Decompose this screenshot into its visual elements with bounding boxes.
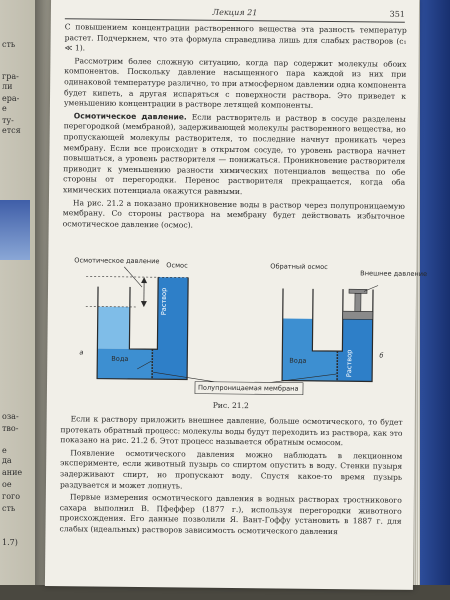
left-page-text-fragment: сть (2, 40, 16, 49)
water-fill-left (97, 307, 129, 349)
left-page-text-fragment: сть (2, 504, 16, 513)
paragraph: С повышением концентрации растворенного вещества эта разность температур растет. Подчеркнем, что эта формула справедлива лишь для слабых растворов (c₁ ≪ 1). (64, 22, 407, 53)
left-page-blue-image (0, 200, 30, 260)
figure-intro: На рис. 21.2 а показано проникновение воды в раствор через полупроницаемую мембрану. Со стороны раствора на мембрану будет действовать избыточное осмотическое давление (осмос). (62, 197, 405, 230)
paragraph: Появление осмотического давления можно наблюдать в лекционном эксперименте, если животный пузырь со спиртом опустить в воду. Стенки пузыря задерживают спирт, но пропускают воду. Спустя какое-то время пузырь раздувается и может лопнуть. (59, 448, 403, 491)
left-page-text-fragment: оза- (2, 412, 19, 421)
left-page-text-fragment: ли (2, 82, 13, 91)
left-page-text-fragment: ое (2, 480, 12, 489)
vessel-right-inner (312, 289, 343, 351)
water-fill-bottom-right (282, 351, 337, 382)
paragraph: Рассмотрим более сложную ситуацию, когда пар содержит молекулы обоих компонентов. Поскольку давление насыщенного пара каждой из них при одинаковой температуре различно, то при атмосферном давлении одна компонента будет кипеть, а другая испаряться с поверхности раствора. Это приведет к уменьшению концентрации в растворе летящей компоненты. (63, 56, 407, 110)
page-number: 351 (389, 9, 405, 19)
water-fill-bottom-left (97, 349, 152, 380)
left-page-text-fragment: гра- (2, 72, 19, 81)
left-page-text-fragment: ту- (2, 116, 14, 125)
figure-caption: Рис. 21.2 (212, 400, 249, 411)
text-block-bottom (59, 414, 402, 540)
left-page-text-fragment: тво- (2, 424, 19, 433)
solution-label-right: Раствор (345, 349, 354, 378)
piston-rod (355, 293, 361, 311)
paragraph: Первые измерения осмотического давления в водных растворах тростникового сахара выполнил В. Пфеффер (1877 г.), используя перегородки животного происхождения. Его данные позволили Я. Вант-Гоффу установить в 1887 г. для слабых (идеальных) растворов зависимость осмотического давления (59, 492, 402, 537)
membrane-label: Полупроницаемая мембрана (197, 383, 299, 393)
osmosis-heading: Осмотическое давление. (73, 111, 187, 122)
water-label-left: Вода (111, 354, 129, 363)
reverse-osmosis-label: Обратный осмос (270, 262, 328, 272)
figure-a-letter: а (79, 348, 84, 357)
chapter-title: Лекция 21 (212, 7, 258, 18)
left-page-text-fragment: гого (2, 492, 21, 501)
external-pressure-label: Внешнее давление (360, 269, 428, 279)
left-page-text-fragment: е (2, 446, 7, 455)
solution-fill-bottom-right (337, 351, 372, 381)
left-page-text-fragment: 1.7) (2, 538, 18, 547)
figure-21-2 (74, 256, 428, 399)
left-page-text-fragment: да (2, 456, 12, 465)
osmosis-label: Осмос (166, 261, 188, 270)
external-pressure-pointer (364, 285, 378, 291)
text-block-top (63, 22, 407, 235)
figure-b-letter: б (379, 351, 384, 360)
running-head (65, 6, 405, 23)
osmosis-paragraph (63, 111, 406, 199)
left-page-text-fragment: ание (2, 468, 23, 477)
left-page-text-fragment: ера- (2, 94, 20, 103)
book-page (45, 0, 428, 590)
paragraph: Если к раствору приложить внешнее давление, больше осмотического, то будет протекать обратный процесс: молекулы воды будут переходить из раствора, как это показано на рис. 21.2 б. Этот процесс называется обратным осмосом. (60, 414, 403, 448)
piston (343, 311, 373, 319)
water-label-right: Вода (289, 356, 307, 365)
book-cover (420, 0, 450, 600)
arrow-head-down (141, 301, 147, 307)
left-page-text-fragment: е (2, 104, 7, 113)
solution-label-left: Раствор (159, 287, 169, 316)
left-page-text-fragment: ется (2, 126, 21, 135)
osmosis-diagram (77, 256, 398, 399)
osmotic-pressure-label: Осмотическое давление (74, 256, 160, 266)
arrow-head-up (141, 277, 147, 283)
left-page (0, 0, 40, 600)
osmosis-text: Если растворитель и раствор в сосуде разделены перегородкой (мембраной), задерживающей молекулы растворенного вещества, но пропускающей молекулы растворителя, то последние начнут проникать через мембрану. Если все происходит в открытом сосуде, то уровень раствора начнет повышаться, а уровень растворителя — понижаться. Проникновение растворителя приводит к уменьшению разности химических потенциалов вещества по обе стороны от перегородки. Перенос растворителя прекращается, когда оба химических потенциала окажутся равными. (63, 112, 406, 197)
